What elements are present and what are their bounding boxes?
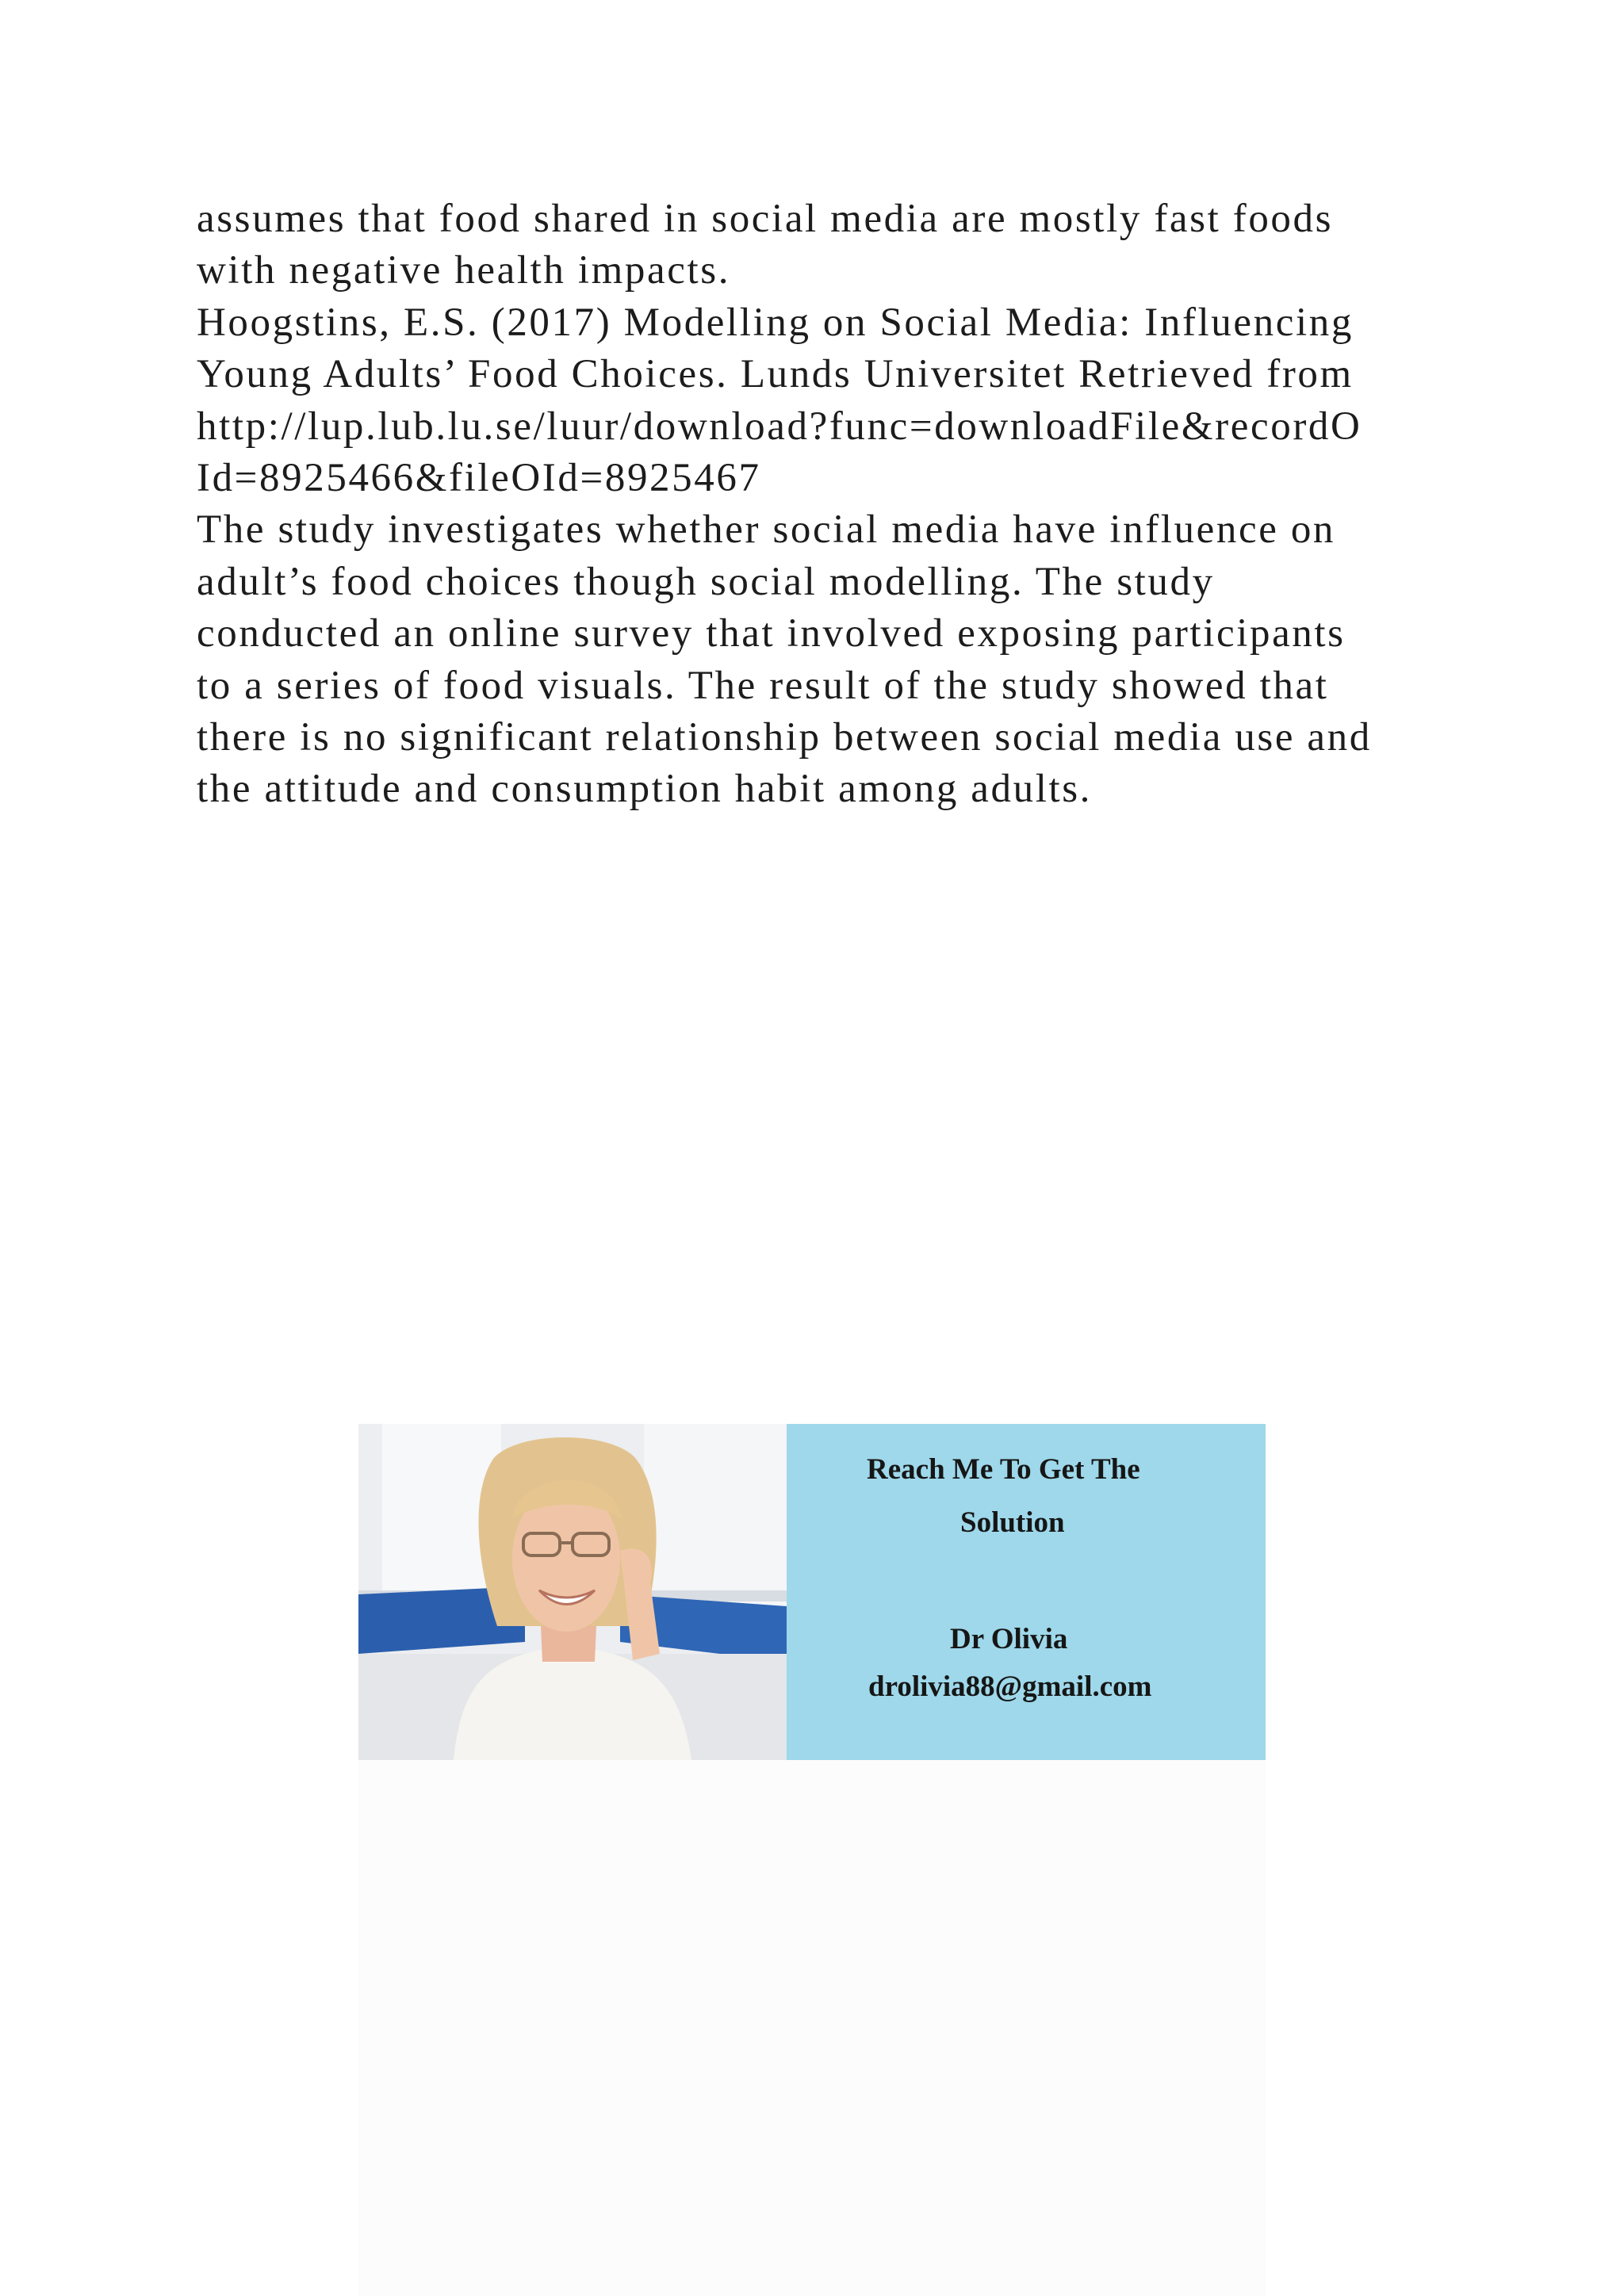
- body-line: the attitude and consumption habit among adults.: [197, 767, 1093, 812]
- reference-url-line[interactable]: http://lup.lub.lu.se/luur/download?func=downloadFile&recordO: [197, 404, 1362, 449]
- faint-image-area: [358, 1760, 1266, 2296]
- body-line: adult’s food choices though social modelling. The study: [197, 559, 1215, 604]
- body-line: to a series of food visuals. The result of the study showed that: [197, 663, 1329, 708]
- document-body: [197, 193, 1497, 816]
- woman-photo: [358, 1424, 787, 1760]
- body-line: The study investigates whether social media have influence on: [197, 507, 1336, 553]
- body-line: with negative health impacts.: [197, 248, 731, 293]
- banner-heading-line: Solution: [960, 1506, 1065, 1539]
- reference-citation-line: Young Adults’ Food Choices. Lunds Universitet Retrieved from: [197, 352, 1354, 397]
- reference-citation-line: Hoogstins, E.S. (2017) Modelling on Social Media: Influencing: [197, 300, 1354, 345]
- banner-heading-line: Reach Me To Get The: [867, 1453, 1140, 1486]
- reference-url-line[interactable]: Id=8925466&fileOId=8925467: [197, 456, 761, 501]
- contact-info-panel: [787, 1424, 1266, 1760]
- contact-email-link[interactable]: drolivia88@gmail.com: [868, 1670, 1152, 1703]
- body-line: there is no significant relationship between social media use and: [197, 715, 1372, 760]
- body-line: assumes that food shared in social media are mostly fast foods: [197, 197, 1334, 241]
- contact-name: Dr Olivia: [950, 1623, 1068, 1655]
- contact-banner[interactable]: [358, 1424, 1266, 1760]
- body-line: conducted an online survey that involved exposing participants: [197, 611, 1346, 656]
